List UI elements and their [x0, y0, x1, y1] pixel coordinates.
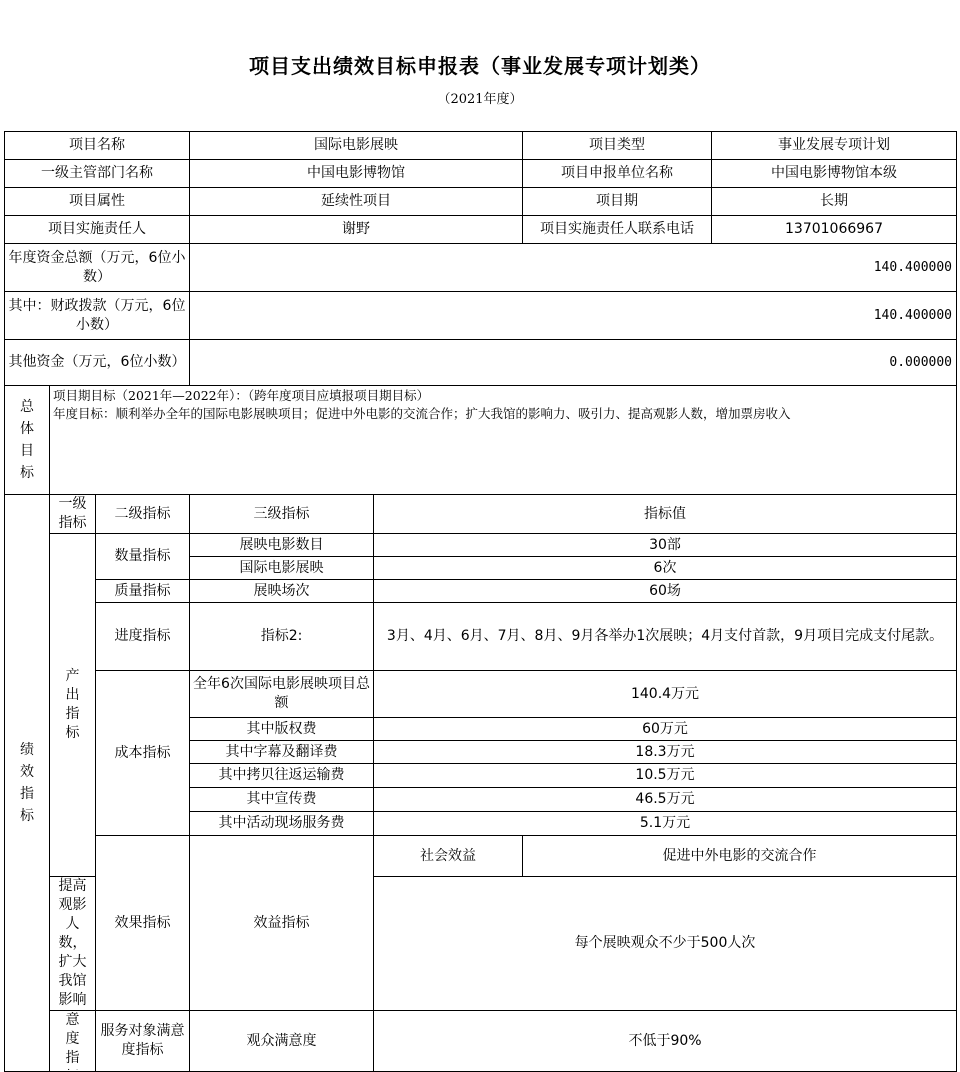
project-name-label: 项目名称	[5, 132, 190, 160]
phone-value: 13701066967	[712, 216, 957, 244]
period-label: 项目期	[523, 188, 712, 216]
indicator-value: 6次	[374, 557, 957, 580]
project-type-value: 事业发展专项计划	[712, 132, 957, 160]
indicator-value: 140.4万元	[374, 671, 957, 718]
level1-header: 一级指标	[50, 495, 96, 534]
indicator-row	[5, 580, 957, 603]
indicator-name: 其中宣传费	[190, 788, 374, 812]
owner-label: 项目实施责任人	[5, 216, 190, 244]
indicator-value: 46.5万元	[374, 788, 957, 812]
info-row	[5, 132, 957, 160]
indicator-value: 3月、4月、6月、7月、8月、9月各举办1次展映；4月支付首款，9月项目完成支付尾款。	[374, 603, 957, 671]
info-row	[5, 160, 957, 188]
effect-indicators-label: 效果指标	[96, 836, 190, 1011]
indicator-name: 观众满意度	[190, 1011, 374, 1072]
unit-value: 中国电影博物馆本级	[712, 160, 957, 188]
overall-goal-label: 总体目标	[5, 386, 50, 495]
indicator-row	[5, 671, 957, 718]
quantity-label: 数量指标	[96, 534, 190, 580]
indicator-name: 社会效益	[374, 836, 523, 877]
attr-value: 延续性项目	[190, 188, 523, 216]
project-name-value: 国际电影展映	[190, 132, 523, 160]
funds-row	[5, 244, 957, 292]
unit-label: 项目申报单位名称	[523, 160, 712, 188]
fiscal-funds-value: 140.400000	[190, 292, 957, 340]
indicator-value: 18.3万元	[374, 741, 957, 764]
level2-header: 二级指标	[96, 495, 190, 534]
performance-table	[4, 131, 957, 1072]
quality-label: 质量指标	[96, 580, 190, 603]
indicator-value: 不低于90%	[374, 1011, 957, 1072]
dept-label: 一级主管部门名称	[5, 160, 190, 188]
page-subtitle: （2021年度）	[437, 92, 523, 107]
indicator-name: 其中拷贝往返运输费	[190, 764, 374, 788]
goal-row	[5, 386, 957, 495]
indicator-name: 全年6次国际电影展映项目总额	[190, 671, 374, 718]
dept-value: 中国电影博物馆	[190, 160, 523, 188]
output-indicators-label: 产出指标	[50, 534, 96, 877]
level3-header: 三级指标	[190, 495, 374, 534]
indicator-value: 60场	[374, 580, 957, 603]
indicator-value: 10.5万元	[374, 764, 957, 788]
satisfaction-indicators-label: 意度指	[50, 1011, 96, 1072]
progress-label: 进度指标	[96, 603, 190, 671]
info-row	[5, 188, 957, 216]
indicator-value: 60万元	[374, 718, 957, 741]
indicator-row	[5, 1011, 957, 1072]
phone-label: 项目实施责任人联系电话	[523, 216, 712, 244]
period-value: 长期	[712, 188, 957, 216]
funds-row	[5, 340, 957, 386]
indicator-name: 展映电影数目	[190, 534, 374, 557]
indicator-name: 其中活动现场服务费	[190, 812, 374, 836]
page-title: 项目支出绩效目标申报表（事业发展专项计划类）	[249, 54, 711, 78]
indicator-value: 30部	[374, 534, 957, 557]
funds-row	[5, 292, 957, 340]
indicator-header-row	[5, 495, 957, 534]
annual-goal: 年度目标：顺利举办全年的国际电影展映项目；促进中外电影的交流合作；扩大我馆的影响力、吸引力、提高观影人数，增加票房收入	[53, 406, 791, 421]
indicator-name: 指标2:	[190, 603, 374, 671]
project-type-label: 项目类型	[523, 132, 712, 160]
indicator-row	[5, 534, 957, 557]
total-funds-label: 年度资金总额（万元，6位小数）	[5, 244, 190, 292]
info-row	[5, 216, 957, 244]
indicator-value: 每个展映观众不少于500人次	[374, 877, 957, 1011]
attr-label: 项目属性	[5, 188, 190, 216]
indicator-row	[5, 836, 957, 877]
indicator-value: 5.1万元	[374, 812, 957, 836]
owner-value: 谢野	[190, 216, 523, 244]
indicator-value: 促进中外电影的交流合作	[523, 836, 957, 877]
fiscal-funds-label: 其中：财政拨款（万元，6位小数）	[5, 292, 190, 340]
overall-goal-content	[50, 386, 957, 495]
service-satisfaction-label: 服务对象满意度指标	[96, 1011, 190, 1072]
indicator-name: 其中字幕及翻译费	[190, 741, 374, 764]
indicator-name: 展映场次	[190, 580, 374, 603]
benefit-label: 效益指标	[190, 836, 374, 1011]
total-funds-value: 140.400000	[190, 244, 957, 292]
value-header: 指标值	[374, 495, 957, 534]
other-funds-value: 0.000000	[190, 340, 957, 386]
indicator-name: 国际电影展映	[190, 557, 374, 580]
performance-indicators-label: 绩效指标	[5, 495, 50, 1072]
other-funds-label: 其他资金（万元，6位小数）	[5, 340, 190, 386]
indicator-name: 其中版权费	[190, 718, 374, 741]
indicator-row	[5, 603, 957, 671]
cost-label: 成本指标	[96, 671, 190, 836]
period-goal: 项目期目标（2021年—2022年）：（跨年度项目应填报项目期目标）	[53, 388, 430, 403]
indicator-name: 提高观影人数，扩大我馆影响	[50, 877, 96, 1011]
